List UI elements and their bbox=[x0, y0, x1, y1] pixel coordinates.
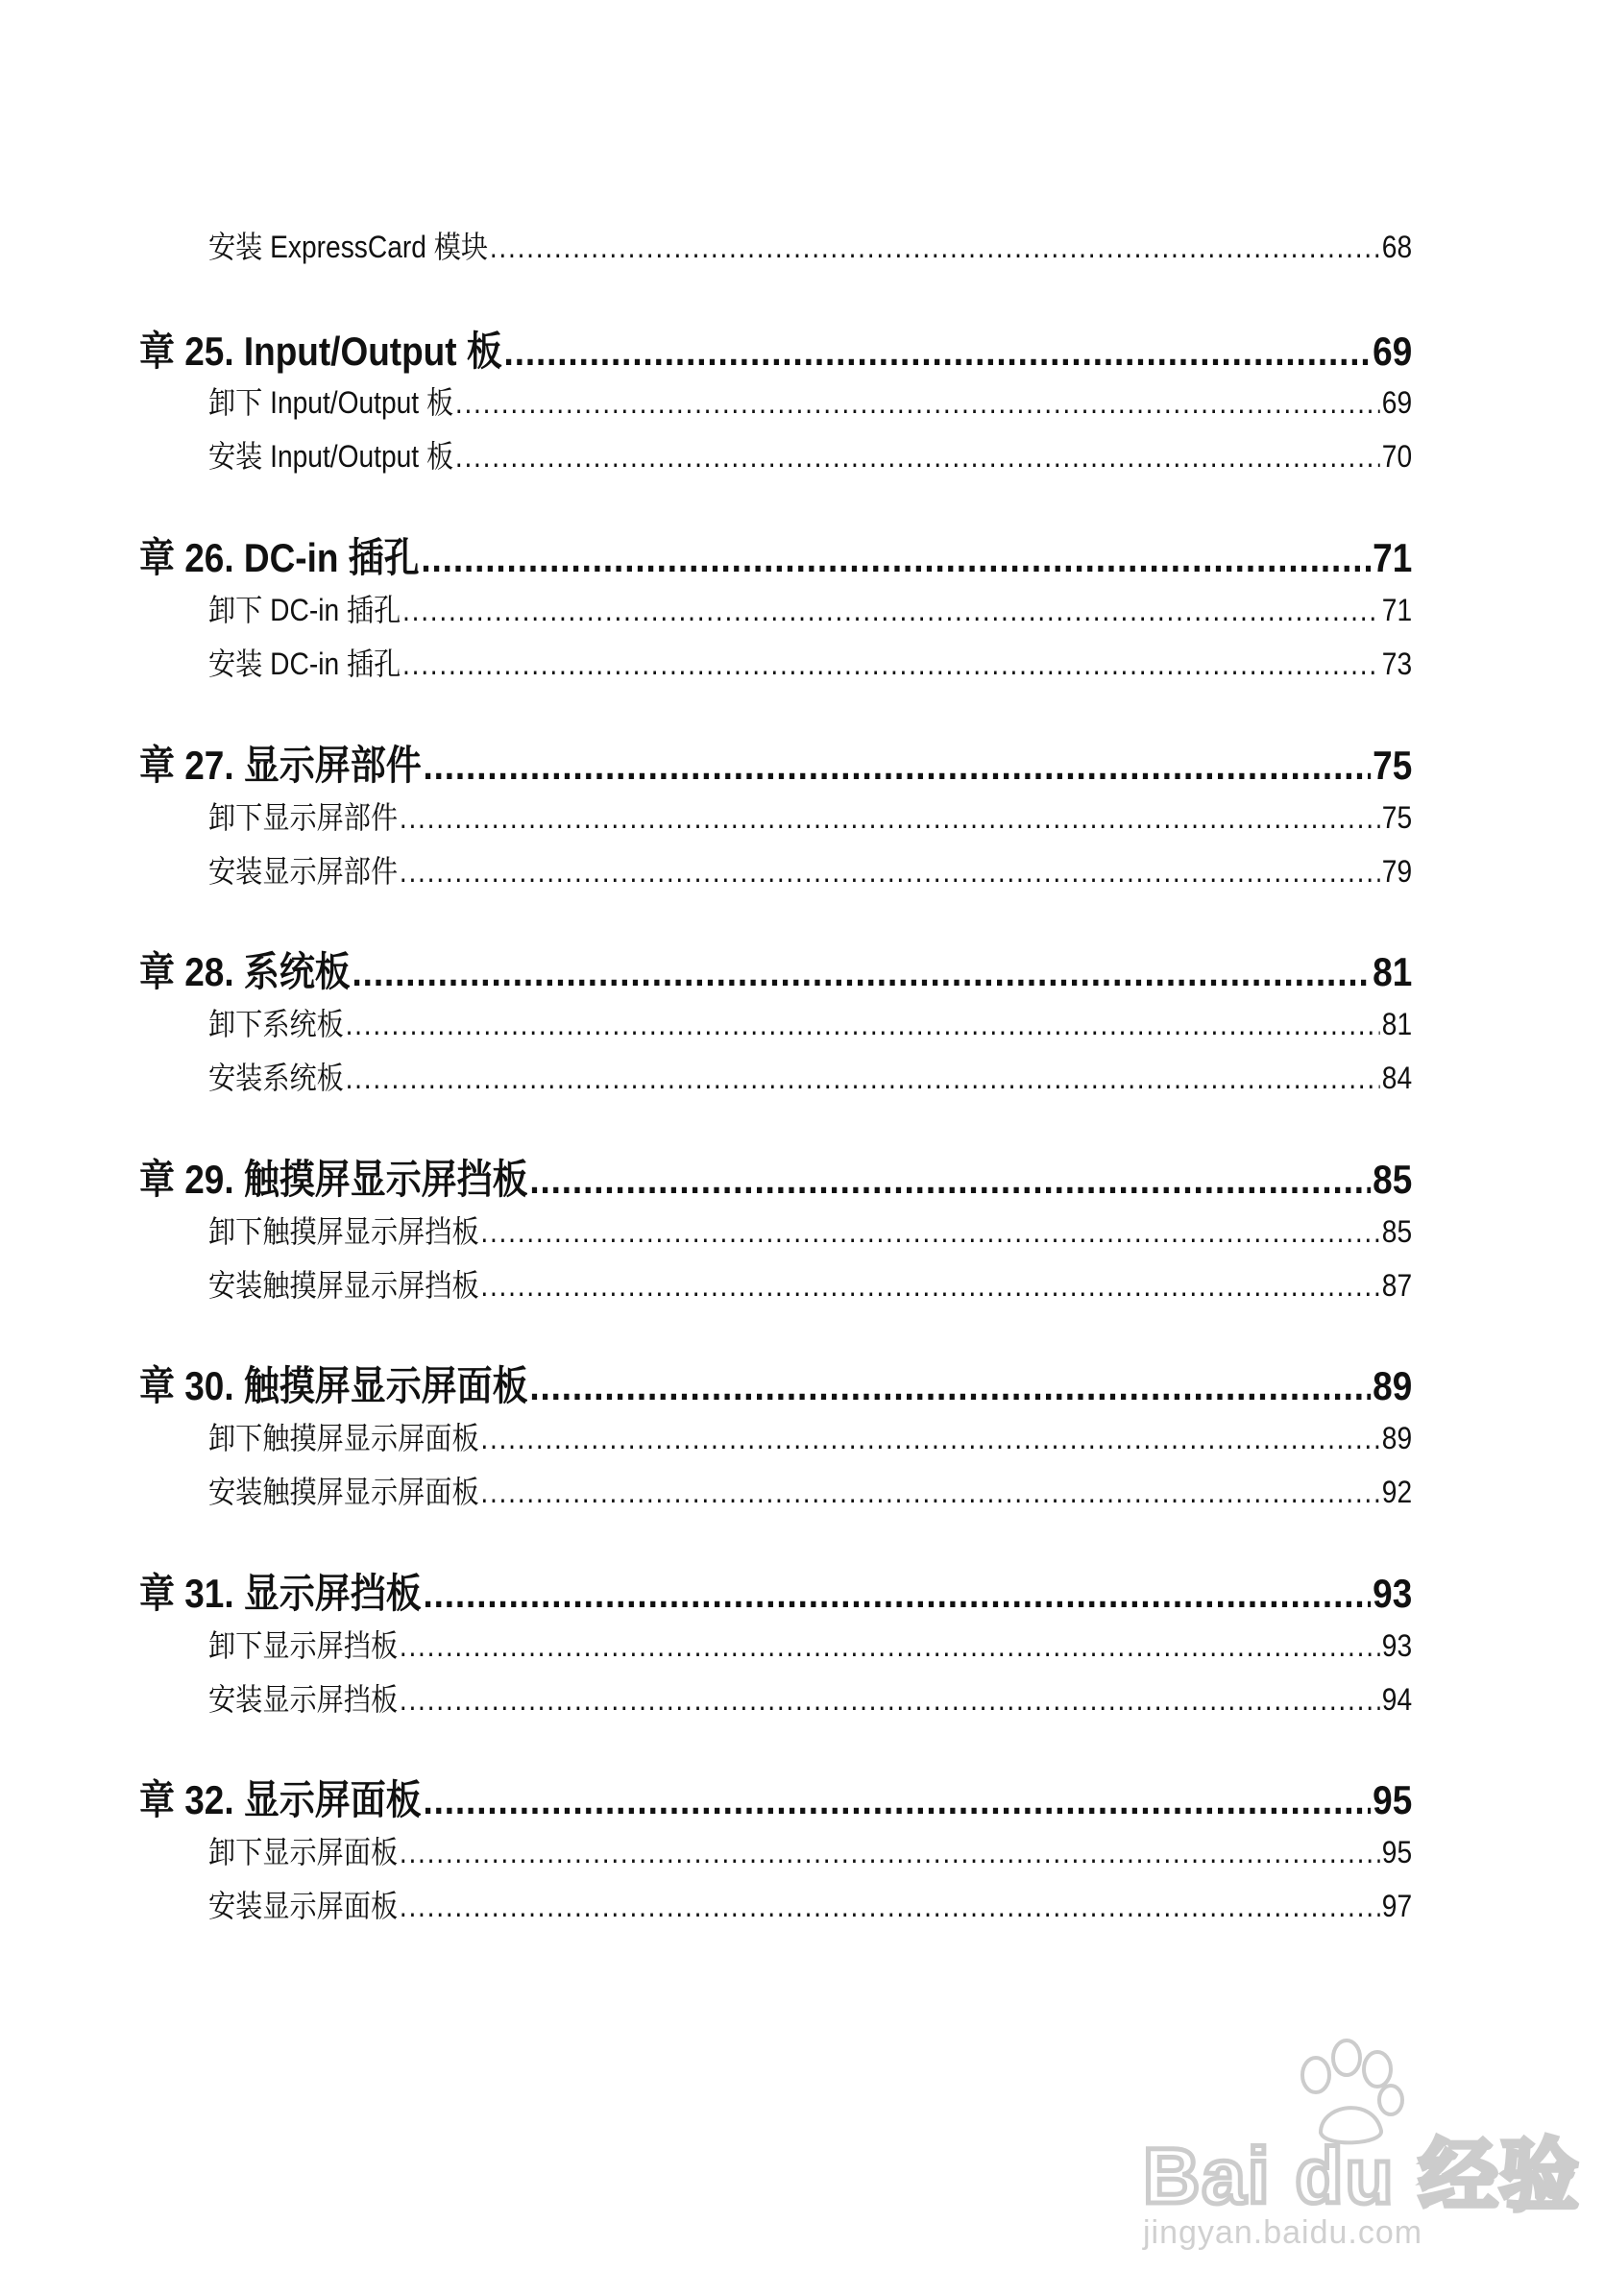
toc-chapter-label: 章 25. Input/Output 板 bbox=[139, 329, 502, 374]
toc-entry-label: 卸下显示屏部件 bbox=[208, 800, 399, 835]
toc-page-number: 95 bbox=[1373, 1777, 1413, 1822]
toc-page-number: 75 bbox=[1373, 743, 1413, 788]
toc-entry-label: 安装 ExpressCard 模块 bbox=[208, 230, 489, 264]
toc-page-number: 70 bbox=[1381, 439, 1413, 474]
watermark-brand: Bai du 经验 bbox=[1143, 2133, 1581, 2220]
toc-entry-label: 安装系统板 bbox=[208, 1061, 344, 1095]
dot-leader bbox=[529, 1157, 1371, 1203]
toc-chapter-label: 章 30. 触摸屏显示屏面板 bbox=[139, 1363, 528, 1408]
dot-leader bbox=[352, 949, 1372, 995]
dot-leader bbox=[504, 329, 1372, 375]
toc-chapter-row[interactable] bbox=[139, 940, 1412, 998]
toc-page-number: 81 bbox=[1381, 1007, 1413, 1041]
toc-entry-label: 安装触摸屏显示屏面板 bbox=[208, 1475, 479, 1509]
baidu-jingyan-watermark bbox=[1133, 2037, 1581, 2267]
dot-leader bbox=[421, 535, 1371, 581]
toc-page-number: 93 bbox=[1373, 1571, 1413, 1616]
toc-entry-label: 卸下系统板 bbox=[208, 1007, 344, 1041]
toc-section-row[interactable] bbox=[208, 1208, 1412, 1252]
dot-leader bbox=[455, 385, 1380, 421]
dot-leader bbox=[402, 647, 1380, 682]
toc-section-row[interactable] bbox=[208, 847, 1412, 892]
toc-chapter-row[interactable] bbox=[139, 1148, 1412, 1206]
dot-leader bbox=[423, 743, 1371, 789]
toc-section-row[interactable] bbox=[208, 1622, 1412, 1666]
toc-section-row[interactable] bbox=[208, 1261, 1412, 1306]
toc-page-number: 85 bbox=[1381, 1214, 1413, 1249]
toc-chapter-label: 章 28. 系统板 bbox=[139, 949, 351, 994]
dot-leader bbox=[346, 1007, 1380, 1042]
toc-chapter-label: 章 29. 触摸屏显示屏挡板 bbox=[139, 1157, 528, 1202]
dot-leader bbox=[400, 800, 1380, 836]
toc-page-number: 71 bbox=[1381, 593, 1413, 627]
dot-leader bbox=[490, 230, 1380, 265]
dot-leader bbox=[480, 1421, 1380, 1456]
toc-page-number: 89 bbox=[1381, 1421, 1413, 1455]
toc-chapter-row[interactable] bbox=[139, 1562, 1412, 1620]
toc-page-number: 71 bbox=[1373, 535, 1413, 580]
toc-page-number: 68 bbox=[1381, 230, 1413, 264]
toc-page-number: 79 bbox=[1381, 854, 1413, 889]
dot-leader bbox=[400, 1889, 1380, 1924]
toc-page-number: 75 bbox=[1381, 800, 1413, 835]
toc-page-number: 81 bbox=[1373, 949, 1413, 994]
dot-leader bbox=[455, 439, 1380, 475]
toc-page-number: 95 bbox=[1381, 1835, 1413, 1869]
toc-entry-label: 安装显示屏部件 bbox=[208, 854, 399, 889]
toc-page-number: 85 bbox=[1373, 1157, 1413, 1202]
toc-chapter-row[interactable] bbox=[139, 1769, 1412, 1826]
toc-page-number: 73 bbox=[1381, 647, 1413, 681]
dot-leader bbox=[423, 1571, 1371, 1617]
toc-page-number: 97 bbox=[1381, 1889, 1413, 1923]
dot-leader bbox=[402, 593, 1380, 628]
toc-section-row[interactable] bbox=[208, 1054, 1412, 1098]
toc-page-number: 69 bbox=[1373, 329, 1413, 374]
toc-section-row[interactable] bbox=[208, 640, 1412, 684]
toc-section-row[interactable] bbox=[208, 432, 1412, 476]
dot-leader bbox=[400, 1835, 1380, 1870]
toc-section-row[interactable] bbox=[208, 379, 1412, 423]
toc-entry-label: 卸下显示屏挡板 bbox=[208, 1628, 399, 1663]
toc-entry-label: 安装触摸屏显示屏挡板 bbox=[208, 1268, 479, 1303]
toc-chapter-label: 章 26. DC-in 插孔 bbox=[139, 535, 420, 580]
toc-section-row[interactable] bbox=[208, 1828, 1412, 1872]
toc-chapter-row[interactable] bbox=[139, 320, 1412, 378]
toc-page-number: 87 bbox=[1381, 1268, 1413, 1303]
toc-section-row[interactable] bbox=[208, 1675, 1412, 1720]
toc-section-row[interactable] bbox=[208, 1000, 1412, 1044]
dot-leader bbox=[346, 1061, 1380, 1096]
dot-leader bbox=[400, 1682, 1380, 1718]
toc-chapter-row[interactable] bbox=[139, 734, 1412, 792]
dot-leader bbox=[400, 1628, 1380, 1664]
toc-section-row[interactable] bbox=[208, 223, 1412, 267]
toc-entry-label: 卸下触摸屏显示屏挡板 bbox=[208, 1214, 479, 1249]
toc-entry-label: 卸下 DC-in 插孔 bbox=[208, 593, 401, 627]
toc-page-number: 69 bbox=[1381, 385, 1413, 420]
toc-entry-label: 卸下 Input/Output 板 bbox=[208, 385, 454, 420]
toc-entry-label: 安装显示屏挡板 bbox=[208, 1682, 399, 1717]
toc-page-number: 93 bbox=[1381, 1628, 1413, 1663]
dot-leader bbox=[529, 1363, 1371, 1409]
toc-section-row[interactable] bbox=[208, 794, 1412, 838]
dot-leader bbox=[480, 1214, 1380, 1250]
dot-leader bbox=[480, 1475, 1380, 1510]
toc-entry-label: 卸下显示屏面板 bbox=[208, 1835, 399, 1869]
toc-chapter-label: 章 27. 显示屏部件 bbox=[139, 743, 422, 788]
toc-section-row[interactable] bbox=[208, 1882, 1412, 1926]
toc-page-number: 89 bbox=[1373, 1363, 1413, 1408]
watermark-url: jingyan.baidu.com bbox=[1143, 2214, 1423, 2251]
toc-chapter-row[interactable] bbox=[139, 526, 1412, 584]
dot-leader bbox=[423, 1777, 1371, 1823]
dot-leader bbox=[480, 1268, 1380, 1304]
toc-section-row[interactable] bbox=[208, 586, 1412, 630]
toc-chapter-label: 章 31. 显示屏挡板 bbox=[139, 1571, 422, 1616]
toc-page-number: 94 bbox=[1381, 1682, 1413, 1717]
toc-page-number: 84 bbox=[1381, 1061, 1413, 1095]
toc-chapter-row[interactable] bbox=[139, 1355, 1412, 1412]
toc-entry-label: 安装显示屏面板 bbox=[208, 1889, 399, 1923]
toc-chapter-label: 章 32. 显示屏面板 bbox=[139, 1777, 422, 1822]
toc-entry-label: 卸下触摸屏显示屏面板 bbox=[208, 1421, 479, 1455]
toc-section-row[interactable] bbox=[208, 1468, 1412, 1512]
dot-leader bbox=[400, 854, 1380, 890]
toc-entry-label: 安装 DC-in 插孔 bbox=[208, 647, 401, 681]
toc-section-row[interactable] bbox=[208, 1414, 1412, 1458]
toc-entry-label: 安装 Input/Output 板 bbox=[208, 439, 454, 474]
toc-page-number: 92 bbox=[1381, 1475, 1413, 1509]
